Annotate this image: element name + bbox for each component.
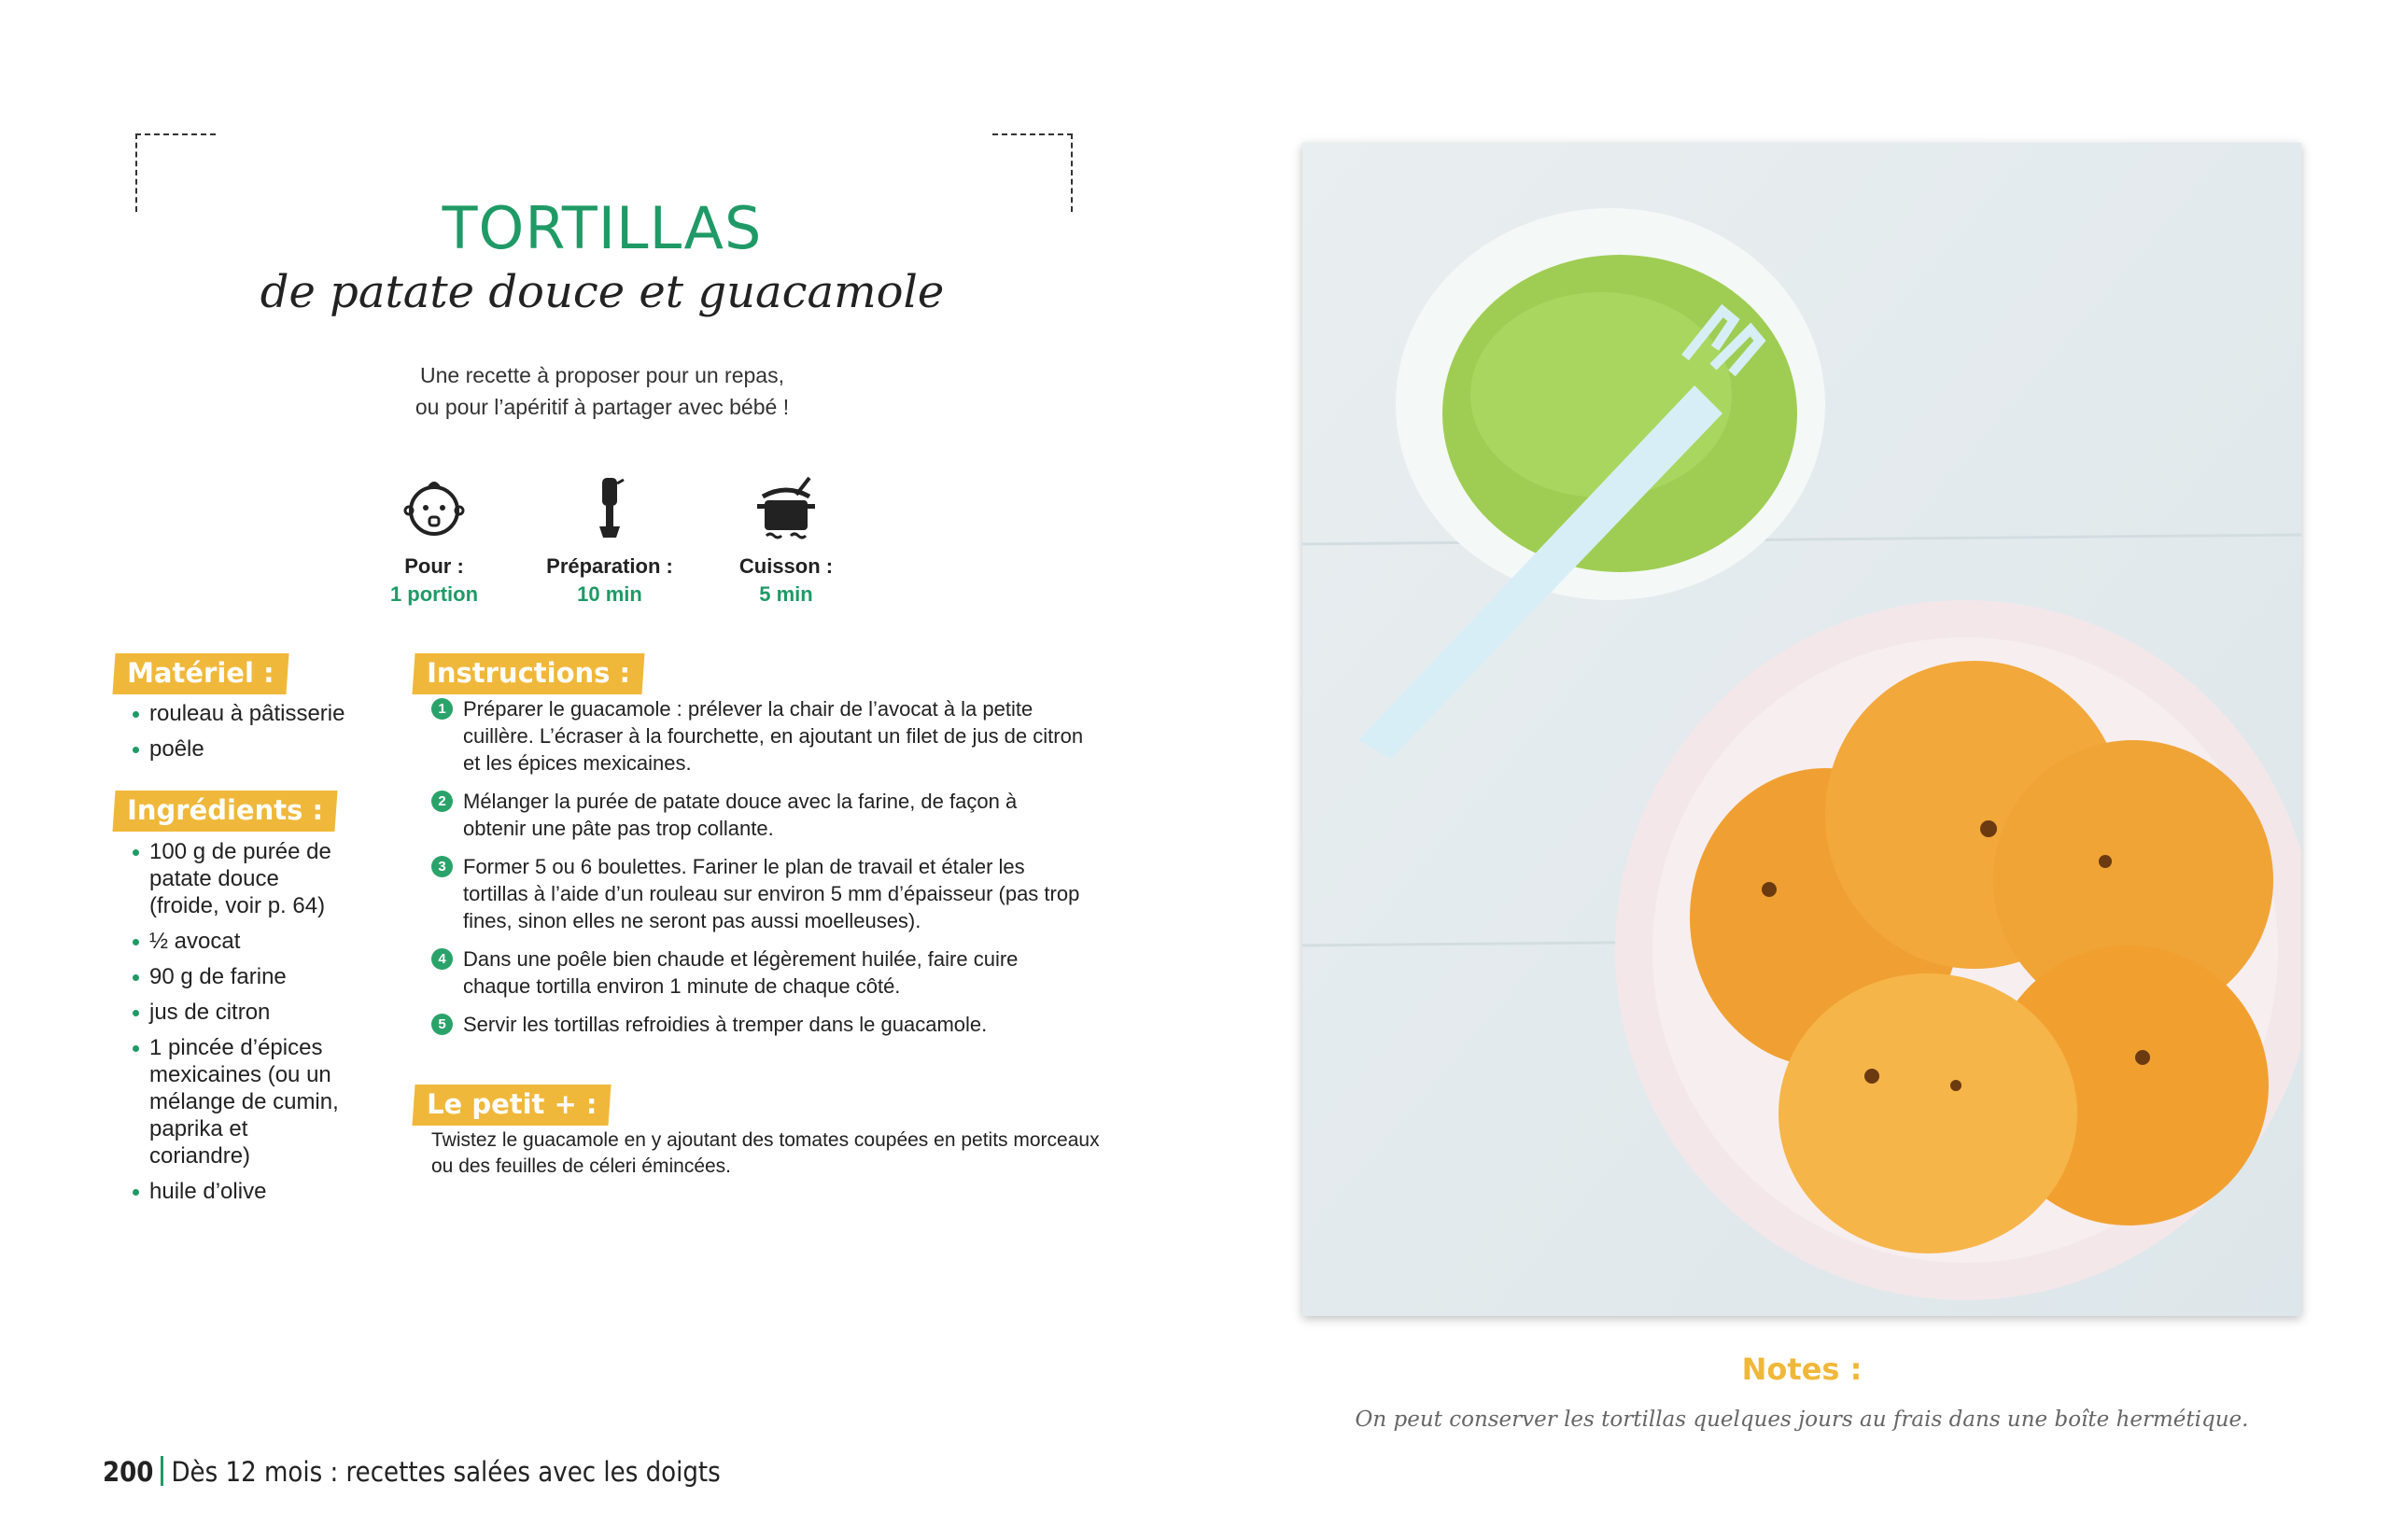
stat-cooking (693, 476, 879, 607)
step-text: Former 5 ou 6 boulettes. Fariner le plan de travail et étaler les tortillas à l’aide d’un rouleau sur environ 5 mm d’épaisseur (pas trop fines, sinon elles ne seront pas aussi moelleuses). (463, 855, 1080, 932)
notes-heading: Notes : (1741, 1351, 1863, 1387)
step-item (431, 788, 1085, 842)
list-item: rouleau à pâtisserie (131, 700, 392, 727)
recipe-title: TORTILLAS (442, 194, 763, 262)
ingredients-list (131, 838, 350, 1213)
step-item (431, 695, 1085, 777)
recipe-photo (1302, 143, 2301, 1316)
instructions-heading: Instructions : (412, 653, 644, 694)
recipe-intro (280, 359, 924, 423)
list-item: poêle (131, 735, 392, 763)
page-footer (103, 1456, 721, 1488)
stat-preparation-label: Préparation : (546, 554, 673, 578)
step-text: Mélanger la purée de patate douce avec la farine, de façon à obtenir une pâte pas trop collante. (463, 790, 1018, 840)
tip-text: Twistez le guacamole en y ajoutant des tomates coupées en petits morceaux ou des feuilles de céleri émincées. (431, 1129, 1100, 1177)
stat-servings-label: Pour : (404, 554, 464, 578)
ingredients-heading: Ingrédients : (112, 791, 337, 832)
step-number: 4 (431, 948, 453, 970)
stat-preparation (516, 476, 703, 607)
step-number: 3 (431, 856, 453, 877)
list-item: huile d’olive (131, 1178, 350, 1205)
stat-cooking-label: Cuisson : (738, 554, 834, 578)
materiel-heading: Matériel : (112, 653, 288, 694)
step-item (431, 853, 1085, 934)
intro-line-2: ou pour l’apéritif à partager avec bébé ! (415, 395, 790, 419)
footer-divider (161, 1456, 163, 1486)
notes-text: On peut conserver les tortillas quelques jours au frais dans une boîte hermétique. (1355, 1407, 2249, 1432)
stat-cooking-value: 5 min (759, 582, 813, 606)
stat-preparation-value: 10 min (577, 582, 642, 606)
intro-line-1: Une recette à proposer pour un repas, (420, 363, 784, 387)
step-number: 2 (431, 791, 453, 812)
recipe-subtitle: de patate douce et guacamole (260, 266, 945, 318)
cooking-pot-icon (753, 476, 819, 541)
list-item: 90 g de farine (131, 963, 350, 990)
recipe-stats (0, 476, 1214, 607)
section-title: Dès 12 mois : recettes salées avec les doigts (171, 1456, 721, 1488)
list-item: ½ avocat (131, 928, 350, 955)
step-number: 5 (431, 1014, 453, 1035)
stat-servings (341, 476, 527, 607)
list-item: 100 g de purée de patate douce (froide, voir p. 64) (131, 838, 350, 919)
instructions-list (431, 695, 1085, 1049)
stat-servings-value: 1 portion (389, 582, 479, 606)
step-text: Dans une poêle bien chaude et légèrement huilée, faire cuire chaque tortilla environ 1 minute de chaque côté. (463, 947, 1019, 998)
hand-blender-icon (577, 476, 642, 541)
step-text: Préparer le guacamole : prélever la chair de l’avocat à la petite cuillère. L’écraser à la fourchette, en ajoutant un filet de jus de citron et les épices mexicaines. (463, 697, 1084, 775)
materiel-list (131, 700, 392, 771)
step-number: 1 (431, 698, 453, 720)
list-item: jus de citron (131, 999, 350, 1026)
step-item (431, 1011, 1085, 1038)
page-number: 200 (103, 1456, 154, 1488)
tip-heading: Le petit + : (412, 1085, 612, 1126)
step-text: Servir les tortillas refroidies à tremper dans le guacamole. (463, 1013, 988, 1036)
list-item: 1 pincée d’épices mexicaines (ou un mélange de cumin, paprika et coriandre) (131, 1034, 350, 1169)
step-item (431, 945, 1085, 1000)
baby-face-icon (401, 476, 467, 541)
